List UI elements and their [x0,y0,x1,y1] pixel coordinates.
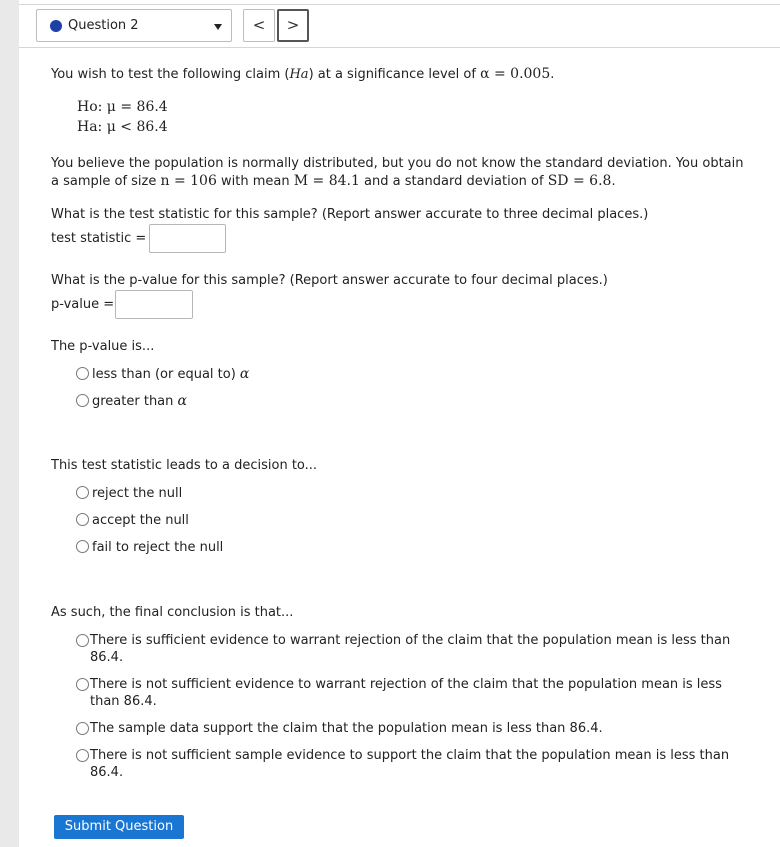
previous-question-button[interactable]: < [243,9,275,42]
sample-description-line1: You believe the population is normally distributed, but you do not know the standard deviation. You obtain [51,156,744,171]
option-label: fail to reject the null [92,540,224,555]
alternative-hypothesis: Ha: μ < 86.4 [77,119,168,135]
alpha-expression: α = 0.005 [480,66,551,82]
option-label: The sample data support the claim that the population mean is less than 86.4. [90,721,603,736]
top-divider [19,4,780,5]
option-less-than-alpha[interactable] [76,366,249,382]
p-value-input[interactable] [115,290,193,319]
intro-part-1: You wish to test the following claim ( [51,67,290,82]
radio-button[interactable] [76,540,89,553]
sample-text-a: a sample of size [51,174,161,189]
header-divider [19,47,780,48]
sample-sd-expression: SD = 6.8 [547,173,612,189]
left-gutter [0,0,19,847]
option-label: greater than [92,394,178,409]
radio-button[interactable] [76,513,89,526]
p-value-compare-prompt: The p-value is... [51,339,155,354]
sample-description-line2 [51,173,616,189]
question-select[interactable] [36,9,232,42]
radio-button[interactable] [76,722,89,735]
intro-part-2: ) at a significance level of [308,67,481,82]
sample-mean-expression: M = 84.1 [293,173,360,189]
radio-button[interactable] [76,367,89,380]
conclusion-option-3[interactable] [76,720,736,737]
conclusion-option-2[interactable] [76,676,736,710]
sample-text-d: . [611,174,616,189]
next-question-button[interactable]: > [277,9,309,42]
claim-symbol: Ha [289,67,309,82]
intro-text [51,66,554,82]
radio-button[interactable] [76,678,89,691]
conclusion-option-4[interactable] [76,747,736,781]
sample-text-c: and a standard deviation of [359,174,548,189]
option-label: There is not sufficient evidence to warrant rejection of the claim that the population mean is less than 86.4. [90,677,722,709]
submit-question-button[interactable]: Submit Question [54,815,184,839]
radio-button[interactable] [76,634,89,647]
option-reject-null[interactable] [76,486,182,501]
radio-button[interactable] [76,486,89,499]
test-statistic-input[interactable] [149,224,226,253]
conclusion-prompt: As such, the final conclusion is that... [51,605,294,620]
alpha-symbol: α [177,393,187,409]
sample-size-expression: n = 106 [160,173,217,189]
option-label: reject the null [92,486,183,501]
decision-prompt: This test statistic leads to a decision to... [51,458,318,473]
alpha-symbol: α [239,366,250,382]
sample-text-b: with mean [216,174,294,189]
question-select-label: Question 2 [68,18,139,33]
null-hypothesis: Ho: μ = 86.4 [77,99,168,115]
p-value-question: What is the p-value for this sample? (Report answer accurate to four decimal places.) [51,273,608,288]
chevron-down-icon [214,24,222,30]
option-label: There is not sufficient sample evidence to support the claim that the population mean is less than 86.4. [90,748,730,780]
option-fail-to-reject-null[interactable] [76,540,223,555]
option-greater-than-alpha[interactable] [76,393,187,409]
test-statistic-question: What is the test statistic for this sample? (Report answer accurate to three decimal places.) [51,207,649,222]
p-value-label: p-value = [51,297,115,312]
option-label: less than (or equal to) [92,367,240,382]
option-accept-null[interactable] [76,513,189,528]
option-label: There is sufficient evidence to warrant rejection of the claim that the population mean is less than 86.4. [90,633,731,665]
intro-end: . [550,67,555,82]
conclusion-option-1[interactable] [76,632,736,666]
radio-button[interactable] [76,394,89,407]
test-statistic-label: test statistic = [51,231,147,246]
radio-button[interactable] [76,749,89,762]
question-status-icon [50,20,62,32]
option-label: accept the null [92,513,189,528]
